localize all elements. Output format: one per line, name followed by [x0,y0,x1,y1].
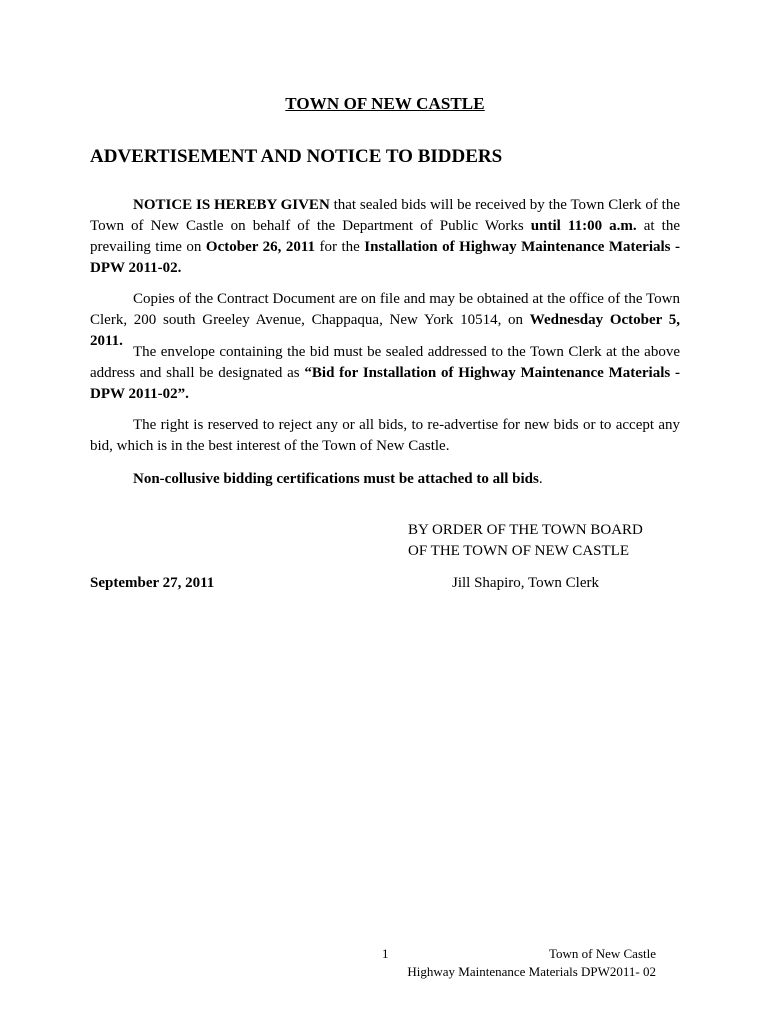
notice-heading: ADVERTISEMENT AND NOTICE TO BIDDERS [90,146,503,167]
p5-end: . [538,471,543,487]
certification-requirement: Non-collusive bidding certifications must be attached to all bids [133,471,539,487]
notice-paragraph-3 [90,342,680,405]
p2-text1: Copies of the Contract Document are on file and may be obtained at the office of the Town Clerk, 200 south Greeley Avenue, Chappaqua, New York 10514, on [90,291,680,328]
town-clerk-signature: Jill Shapiro, Town Clerk [452,575,600,591]
notice-lead: NOTICE IS HEREBY GIVEN [133,197,330,213]
p3-text1: The envelope containing the bid must be sealed addressed to the Town Clerk at the above address and shall be designated as [90,344,680,381]
document-availability-date: Wednesday October 5, 2011. [90,312,681,349]
page-title: TOWN OF NEW CASTLE [285,94,485,113]
page-number: 1 [382,946,389,961]
footer-line-2: Highway Maintenance Materials DPW2011- 02 [407,964,656,979]
order-line-1: BY ORDER OF THE TOWN BOARD [408,522,643,538]
order-line-2: OF THE TOWN OF NEW CASTLE [408,543,629,559]
bid-deadline-date: October 26, 2011 [205,239,316,255]
p1-text2: at the prevailing time on [90,218,680,255]
notice-paragraph-1 [90,195,680,279]
notice-paragraph-4: The right is reserved to reject any or all bids, to re-advertise for new bids or to accept any bid, which is in the best interest of the Town of New Castle. [90,417,680,454]
notice-paragraph-5 [90,469,680,490]
signed-date: September 27, 2011 [90,575,215,591]
order-block [408,520,643,562]
project-name: Installation of Highway Maintenance Materials - DPW 2011-02. [90,239,680,276]
p1-text3: for the [315,239,365,255]
p1-text1: that sealed bids will be received by the Town Clerk of the Town of New Castle on behalf of the Department of Public Works [90,197,680,234]
bid-deadline-time: until 11:00 a.m. [530,218,637,234]
footer-line-1: Town of New Castle [548,946,656,961]
bid-designation: “Bid for Installation of Highway Maintenance Materials - DPW 2011-02”. [90,365,680,402]
